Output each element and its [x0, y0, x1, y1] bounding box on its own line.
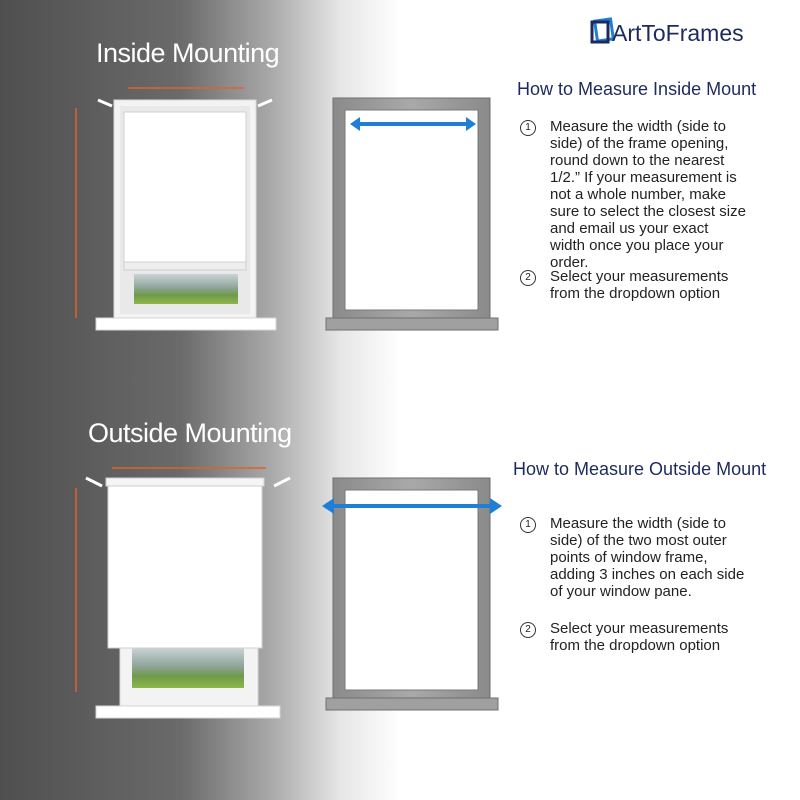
step-number: 2 [520, 622, 536, 638]
outside-section-title: Outside Mounting [88, 418, 292, 448]
arrow-icon [86, 478, 102, 486]
arrow-icon [274, 478, 290, 486]
inside-diagram-sill [326, 318, 498, 330]
step-text: Measure the width (side to side) of the frame opening, round down to the nearest 1/2.” If your measurement is not a whole number, make sure to select the closest size and email us your exact width once you place your order. [550, 118, 746, 271]
outside-diagram [322, 478, 502, 710]
outside-step-1 [520, 515, 790, 605]
outside-step-2 [520, 620, 790, 660]
step-number: 2 [520, 270, 536, 286]
inside-section-title: Inside Mounting [96, 38, 280, 68]
outside-how-title: How to Measure Outside Mount [513, 459, 767, 479]
outside-window-illustration [76, 468, 290, 718]
inside-window-illustration [76, 88, 276, 330]
logo-frame-icon [592, 19, 613, 42]
step-number: 1 [520, 120, 536, 136]
landscape-image [132, 648, 244, 688]
outside-sill [96, 706, 280, 718]
arrow-icon [258, 100, 272, 106]
inside-diagram [326, 98, 498, 330]
step-text: Measure the width (side to side) of the two most outer points of window frame, adding 3 inches on each side of your window pane. [550, 515, 745, 600]
outside-blind [108, 478, 262, 648]
inside-blind [124, 112, 246, 264]
outside-diagram-opening [345, 490, 478, 690]
brand-logo: ArtToFrames [612, 20, 744, 46]
arrow-icon [98, 100, 112, 106]
step-text: Select your measurements from the dropdown option [550, 268, 729, 302]
outside-diagram-sill [326, 698, 498, 710]
step-text: Select your measurements from the dropdown option [550, 620, 729, 654]
inside-how-title: How to Measure Inside Mount [517, 79, 757, 99]
inside-sill [96, 318, 276, 330]
landscape-image [134, 274, 238, 304]
inside-step-1 [520, 118, 790, 278]
inside-step-2 [520, 268, 790, 308]
inside-diagram-opening [345, 110, 478, 310]
step-number: 1 [520, 517, 536, 533]
